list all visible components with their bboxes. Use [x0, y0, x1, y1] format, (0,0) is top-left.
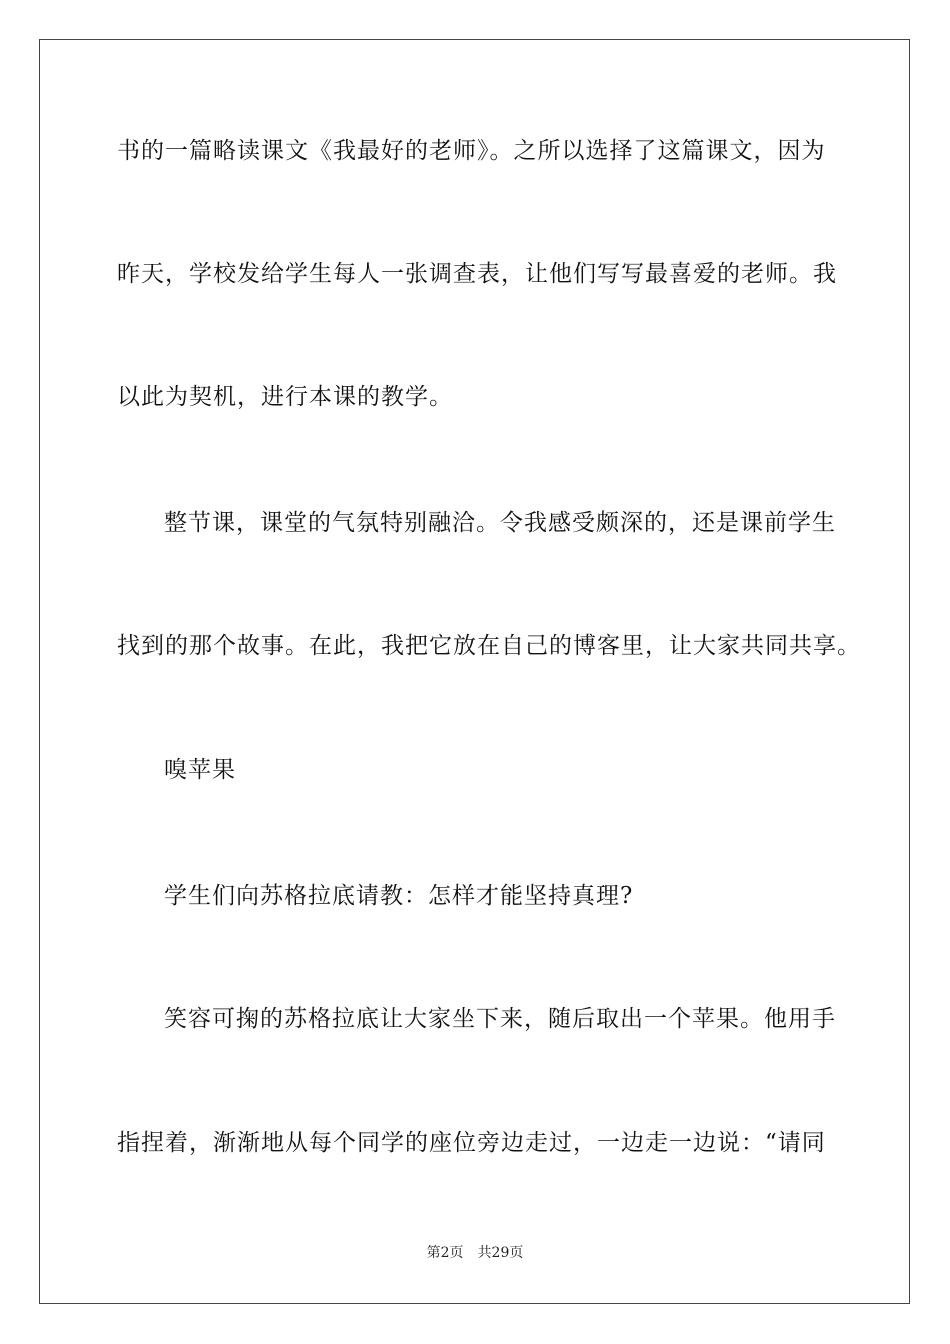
body-line: 找到的那个故事。在此，我把它放在自己的博客里，让大家共同共享。 [117, 633, 861, 659]
body-line: 以此为契机，进行本课的教学。 [117, 384, 453, 410]
body-line: 指捏着，渐渐地从每个同学的座位旁边走过，一边走一边说：“请同 [117, 1130, 826, 1156]
page-number: 第2页 [426, 1245, 464, 1261]
body-line: 书的一篇略读课文《我最好的老师》。之所以选择了这篇课文，因为 [117, 138, 826, 164]
paragraph-start-line: 学生们向苏格拉底请教：怎样才能坚持真理? [164, 883, 634, 909]
paragraph-start-line: 整节课，课堂的气氛特别融洽。令我感受颇深的，还是课前学生 [164, 510, 836, 536]
page-footer [0, 1244, 950, 1262]
page-frame [39, 39, 910, 1304]
story-title: 嗅苹果 [164, 757, 236, 783]
paragraph-start-line: 笑容可掬的苏格拉底让大家坐下来，随后取出一个苹果。他用手 [164, 1006, 836, 1032]
body-line: 昨天，学校发给学生每人一张调查表，让他们写写最喜爱的老师。我 [117, 261, 837, 287]
page-total: 共29页 [477, 1245, 524, 1261]
